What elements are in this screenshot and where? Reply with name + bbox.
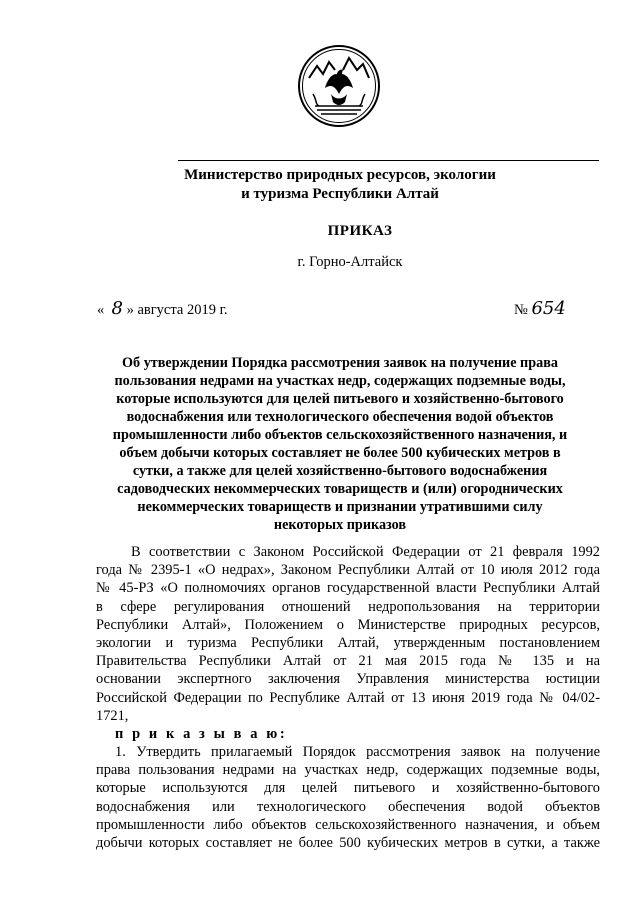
preamble-line: № 45-РЗ «О полномочиях органов государственной власти Республики Алтай [96, 580, 600, 597]
ministry-line-1: Министерство природных ресурсов, экологии [184, 167, 496, 183]
preamble-line: года № 2395-1 «О недрах», Законом Республики Алтай от 10 июля 2012 года [96, 562, 600, 579]
number-prefix: № [514, 302, 528, 318]
order-title [80, 354, 600, 534]
order-word: п р и к а з ы в а ю: [115, 725, 288, 742]
order-body [96, 543, 600, 852]
preamble-line: Правительства Республики Алтай от 21 мая 2015 года № 135 и на [96, 653, 600, 670]
number-handwritten: 654 [531, 298, 566, 319]
ministry-line-2: и туризма Республики Алтай [241, 186, 439, 202]
header-rule [178, 160, 599, 161]
ministry-name [120, 166, 560, 204]
date-open-quote: « [97, 302, 105, 318]
preamble-line: экологии и туризма Республики Алтай, утвержденным постановлением [96, 634, 600, 651]
title-line: объем добычи которых составляет не более 500 кубических метров в [119, 445, 561, 461]
preamble-line: в сфере регулирования отношений недропользования на территории [96, 598, 600, 615]
date-day-handwritten: 8 [111, 298, 123, 319]
title-line: некоммерческих товариществ и признании утратившими силу [137, 499, 543, 515]
title-line: водоснабжения или технологического обеспечения водой объектов [126, 409, 554, 425]
preamble-line: В соответствии с Законом Российской Федерации от 21 февраля 1992 [131, 544, 600, 560]
order-date [97, 298, 228, 319]
title-line: некоторых приказов [273, 517, 407, 533]
preamble-line: 1721, [96, 707, 129, 724]
city: г. Горно-Алтайск [297, 254, 403, 270]
item-1-line: права пользования недрами на участках недр, содержащих подземные воды, [96, 762, 600, 779]
preamble-line: Российской Федерации по Республике Алтай от 13 июня 2019 года № 04/02- [96, 689, 600, 706]
item-1-line: 1. Утвердить прилагаемый Порядок рассмотрения заявок на получение [115, 744, 600, 761]
order-number [514, 298, 566, 319]
coat-of-arms-emblem [297, 44, 381, 128]
item-1-line: промышленности либо объектов сельскохозяйственного назначения, и объем [96, 816, 600, 833]
document-type: ПРИКАЗ [327, 223, 393, 239]
title-line: пользования недрами на участках недр, содержащих подземные воды, [114, 373, 566, 389]
item-1-line: которые используются для целей питьевого и хозяйственно-бытового [96, 780, 600, 797]
title-line: сутки, а также для целей хозяйственно-бытового водоснабжения [132, 463, 548, 479]
preamble-line: основании экспертного заключения Управления министерства юстиции [96, 671, 600, 688]
date-month-year: » августа 2019 г. [126, 302, 228, 318]
title-line: Об утверждении Порядка рассмотрения заявок на получение права [122, 355, 558, 371]
title-line: которые используются для целей питьевого и хозяйственно-бытового [116, 391, 564, 407]
item-1-line: водоснабжения или технологического обеспечения водой объектов [96, 798, 600, 815]
title-line: садоводческих некоммерческих товариществ и (или) огороднических [117, 481, 563, 497]
preamble-line: Республики Алтай», Положением о Министерстве природных ресурсов, [96, 616, 600, 633]
title-line: промышленности либо объектов сельскохозяйственного назначения, и [112, 427, 568, 443]
item-1-line: добычи которых составляет не более 500 кубических метров в сутки, а также [96, 835, 600, 851]
